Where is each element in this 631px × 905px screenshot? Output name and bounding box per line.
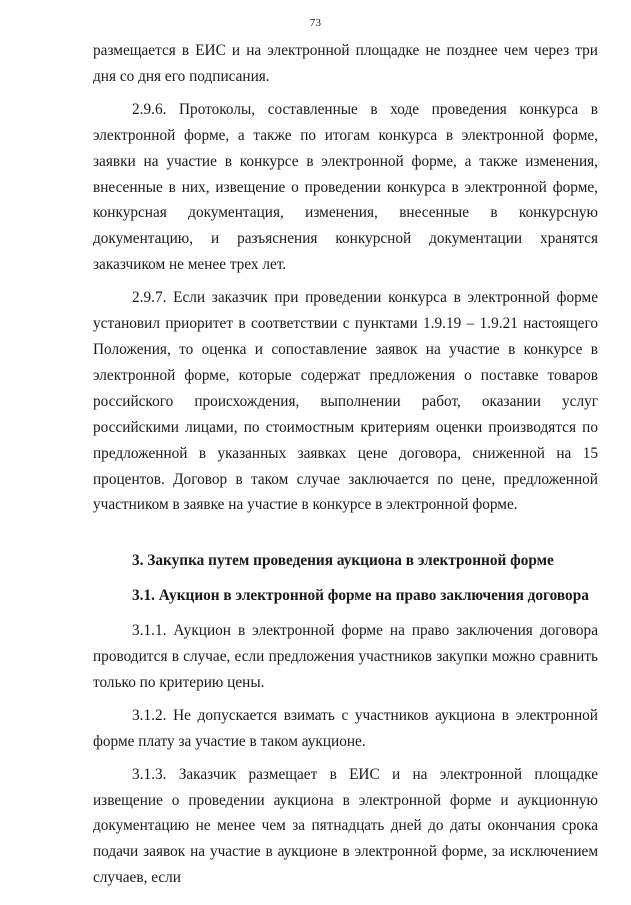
paragraph-2-9-7: 2.9.7. Если заказчик при проведении конкурса в электронной форме установил приоритет в соответствии с пунктами 1.9.19 – 1.9.21 настоящего Положения, то оценка и сопоставление заявок на участие в конкурсе в электронной форме, которые содержат предложения о поставке товаров российского происхождения, выполнении работ, оказании услуг российскими лицами, по стоимостным критериям оценки производятся по предложенной в указанных заявках цене договора, сниженной на 15 процентов. Договор в таком случае заключается по цене, предложенной участником в заявке на участие в конкурсе в электронной форме. [93,289,598,514]
paragraph-3-1-1: 3.1.1. Аукцион в электронной форме на право заключения договора проводится в случае, если предложения участников закупки можно сравнить только по критерию цены. [93,622,598,691]
paragraph-3-1-2: 3.1.2. Не допускается взимать с участников аукциона в электронной форме плату за участие в таком аукционе. [93,706,598,750]
document-body [93,38,598,891]
page-number: 73 [309,17,322,29]
paragraph-3-1-3: 3.1.3. Заказчик размещает в ЕИС и на электронной площадке извещение о проведении аукциона в электронной форме и аукционную документацию не менее чем за пятнадцать дней до даты окончания срока подачи заявок на участие в аукционе в электронной форме, за исключением случаев, если [93,765,598,887]
paragraph-2-9-6: 2.9.6. Протоколы, составленные в ходе проведения конкурса в электронной форме, а также по итогам конкурса в электронной форме, заявки на участие в конкурсе в электронной форме, а также изменения, внесенные в них, извещение о проведении конкурса в электронной форме, конкурсная документация, изменения, внесенные в конкурсную документацию, и разъяснения конкурсной документации хранятся заказчиком не менее трех лет. [93,100,598,274]
section-heading-3: 3. Закупка путем проведения аукциона в электронной форме [132,552,554,570]
paragraph-continuation: размещается в ЕИС и на электронной площадке не позднее чем через три дня со дня его подписания. [93,42,598,85]
subsection-heading-3-1: 3.1. Аукцион в электронной форме на право заключения договора [132,587,589,605]
